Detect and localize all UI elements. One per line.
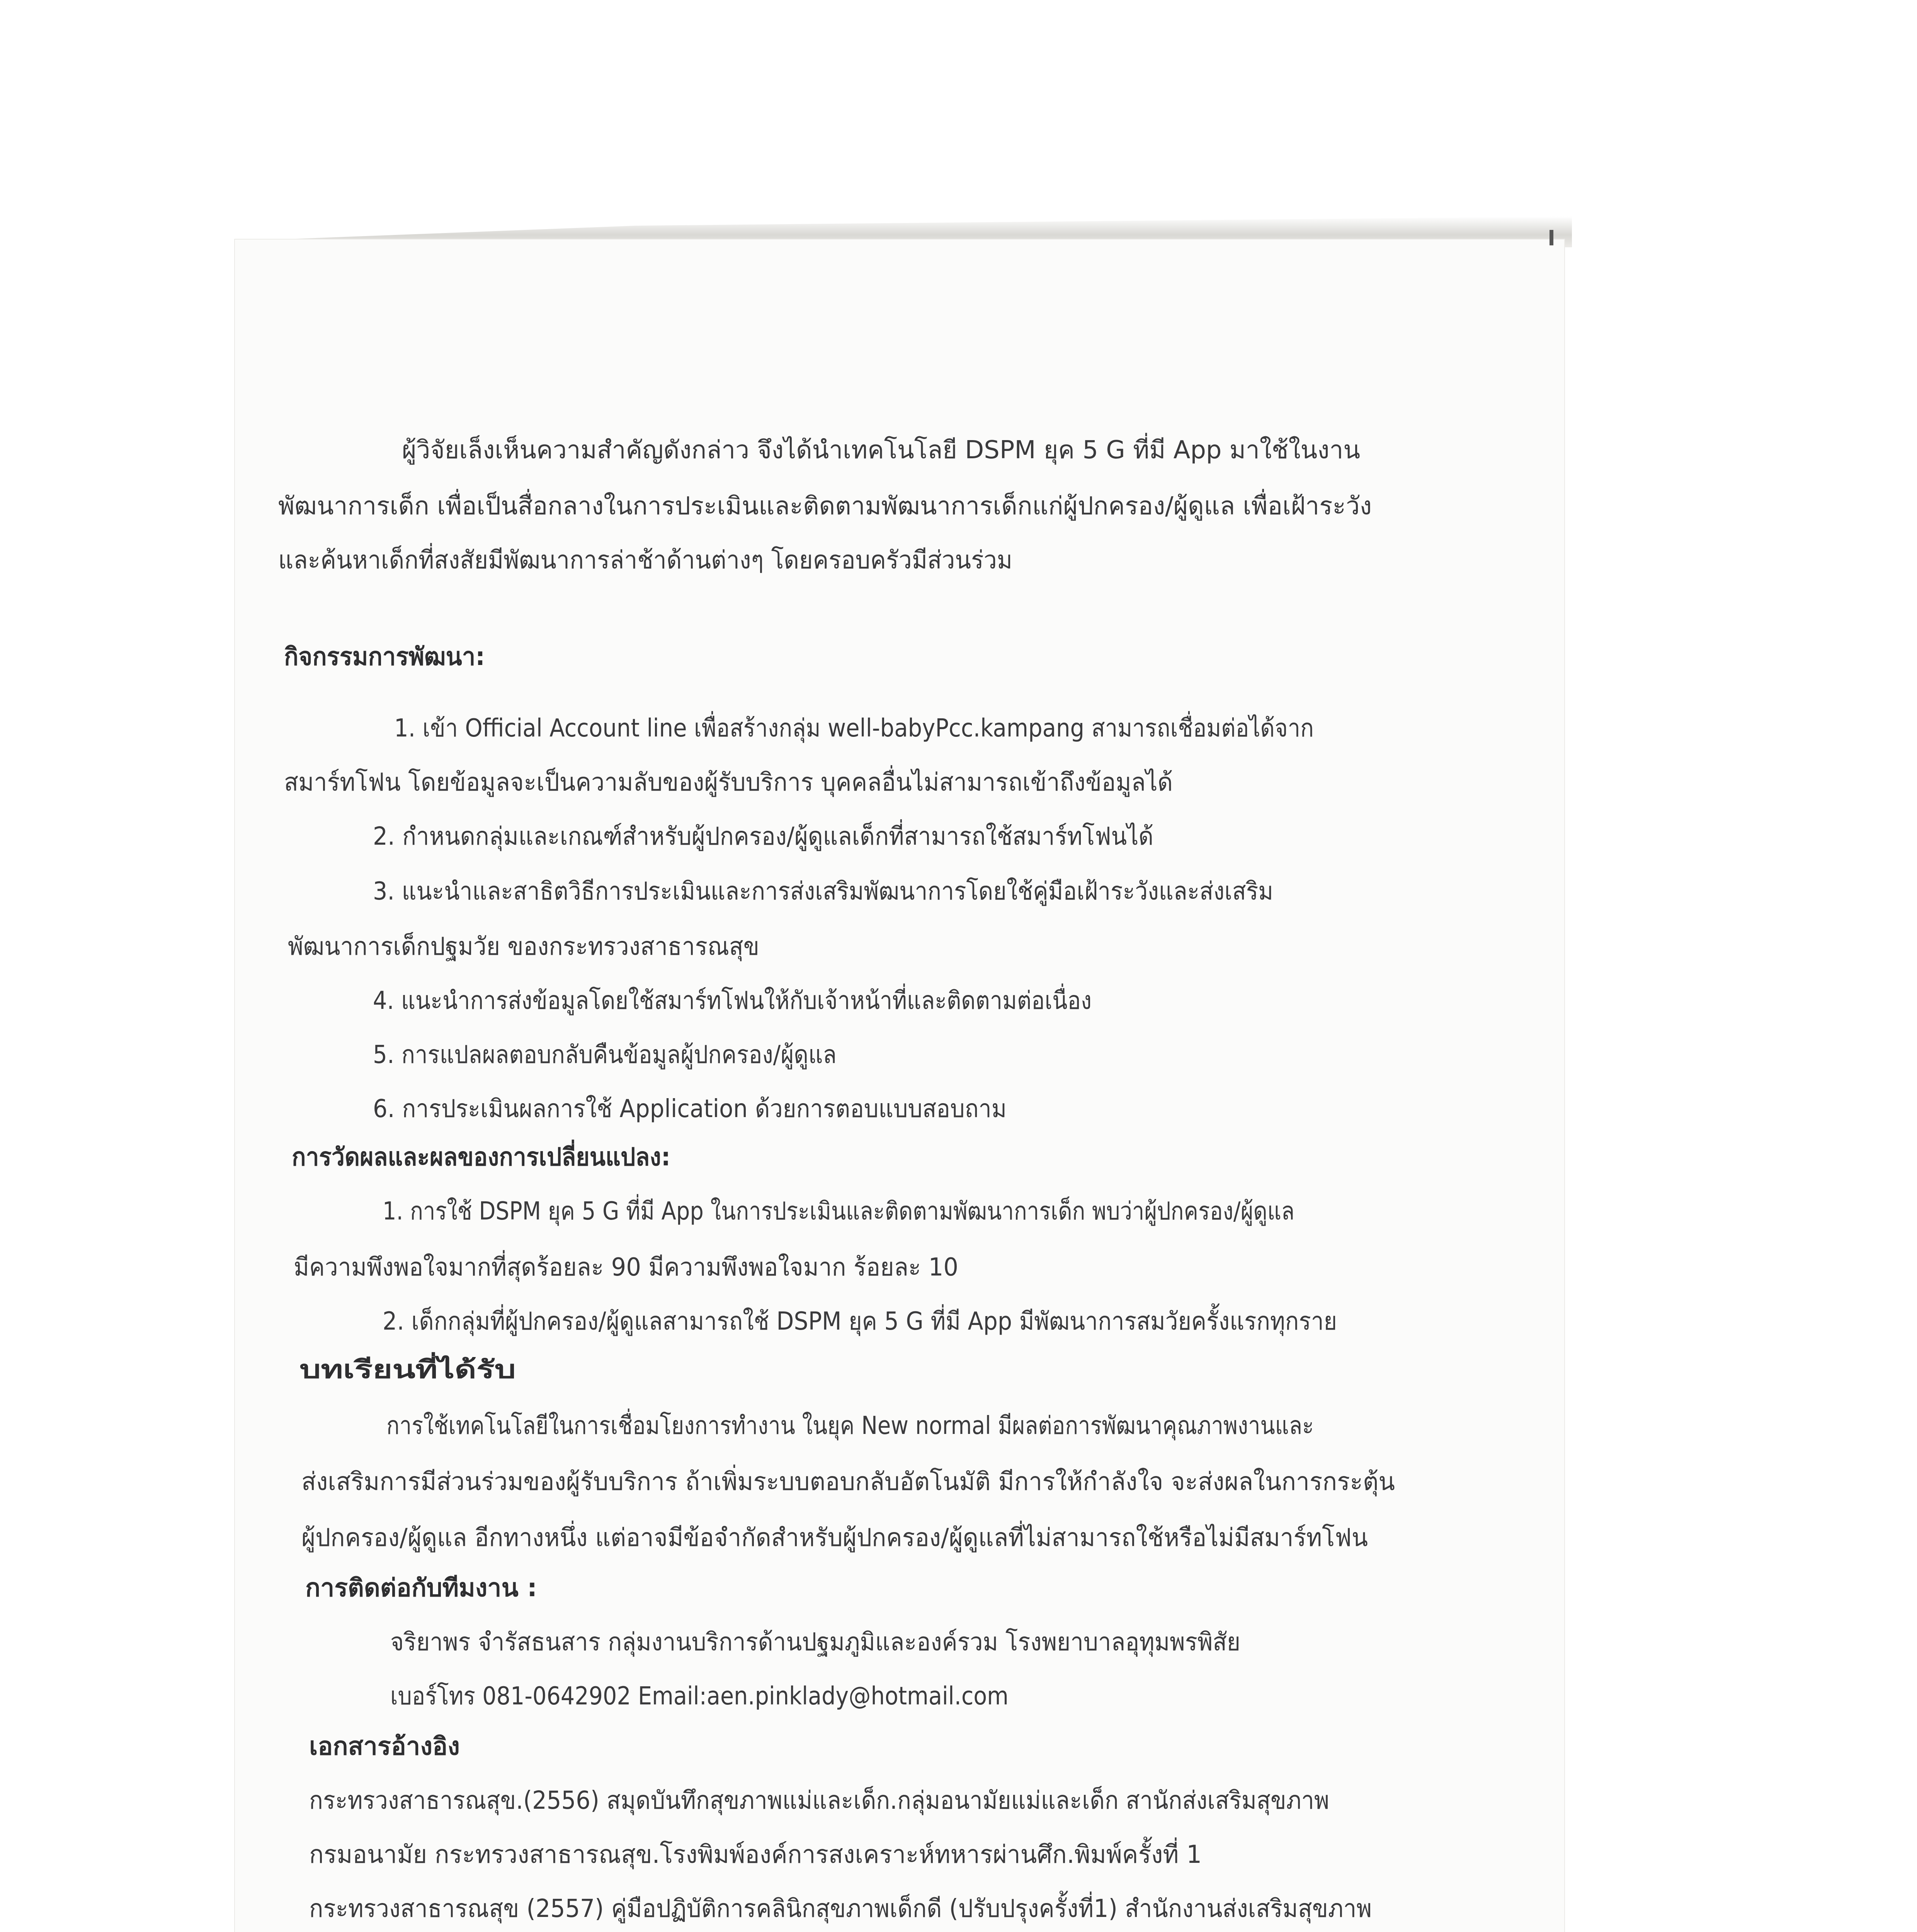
activity-line-1b: สมาร์ทโฟน โดยข้อมูลจะเป็นความลับของผู้รับบริการ บุคคลอื่นไม่สามารถเข้าถึงข้อมูลได้ [284,768,1173,797]
intro-line-1: ผู้วิจัยเล็งเห็นความสำคัญดังกล่าว จึงได้นำเทคโนโลยี DSPM ยุค 5 G ที่มี App มาใช้ในงาน [402,436,1360,464]
activity-line-6: 6. การประเมินผลการใช้ Application ด้วยการตอบแบบสอบถาม [373,1095,1007,1123]
reference-line-2: กระทรวงสาธารณสุข (2557) คู่มือปฏิบัติการคลินิกสุขภาพเด็กดี (ปรับปรุงครั้งที่1) สำนักงานส่งเสริมสุขภาพ [309,1895,1372,1923]
activity-line-2: 2. กำหนดกลุ่มและเกณฑ์สำหรับผู้ปกครอง/ผู้ดูแลเด็กที่สามารถใช้สมาร์ทโฟนได้ [373,822,1153,851]
results-line-1: 1. การใช้ DSPM ยุค 5 G ที่มี App ในการประเมินและติดตามพัฒนาการเด็ก พบว่าผู้ปกครอง/ผู้ดูแล [383,1197,1294,1226]
reference-line-1: กระทรวงสาธารณสุข.(2556) สมุดบันทึกสุขภาพแม่และเด็ก.กลุ่มอนามัยแม่และเด็ก สานักส่งเสริมสุขภาพ [309,1786,1329,1815]
references-heading: เอกสารอ้างอิง [309,1732,460,1761]
activity-line-3: 3. แนะนำและสาธิตวิธีการประเมินและการส่งเสริมพัฒนาการโดยใช้คู่มือเฝ้าระวังและส่งเสริม [373,877,1273,906]
activity-line-4: 4. แนะนำการส่งข้อมูลโดยใช้สมาร์ทโฟนให้กับเจ้าหน้าที่และติดตามต่อเนื่อง [373,986,1092,1015]
intro-line-3: และค้นหาเด็กที่สงสัยมีพัฒนาการล่าช้าด้านต่างๆ โดยครอบครัวมีส่วนร่วม [278,546,1012,575]
lessons-line-1: การใช้เทคโนโลยีในการเชื่อมโยงการทำงาน ในยุค New normal มีผลต่อการพัฒนาคุณภาพงานและ [386,1412,1314,1440]
activity-line-3b: พัฒนาการเด็กปฐมวัย ของกระทรวงสาธารณสุข [288,932,759,961]
contact-line-2: เบอร์โทร 081-0642902 Email:aen.pinklady@hotmail.com [390,1682,1009,1711]
contact-heading: การติดต่อกับทีมงาน : [305,1574,537,1602]
lessons-line-2: ส่งเสริมการมีส่วนร่วมของผู้รับบริการ ถ้าเพิ่มระบบตอบกลับอัตโนมัติ มีการให้กำลังใจ จะส่งผลในการกระตุ้น [301,1468,1395,1496]
reference-line-1b: กรมอนามัย กระทรวงสาธารณสุข.โรงพิมพ์องค์การสงเคราะห์ทหารผ่านศึก.พิมพ์ครั้งที่ 1 [309,1840,1202,1869]
results-line-2: 2. เด็กกลุ่มที่ผู้ปกครอง/ผู้ดูแลสามารถใช้ DSPM ยุค 5 G ที่มี App มีพัฒนาการสมวัยครั้งแรกทุกราย [383,1307,1337,1336]
contact-line-1: จริยาพร จำรัสธนสาร กลุ่มงานบริการด้านปฐมภูมิและองค์รวม โรงพยาบาลอุทุมพรพิสัย [390,1628,1240,1656]
results-heading: การวัดผลและผลของการเปลี่ยนแปลง: [292,1143,670,1172]
activity-line-1: 1. เข้า Official Account line เพื่อสร้างกลุ่ม well-babyPcc.kampang สามารถเชื่อมต่อได้จาก [394,714,1314,743]
activities-heading: กิจกรรมการพัฒนา: [284,643,485,671]
activity-line-5: 5. การแปลผลตอบกลับคืนข้อมูลผู้ปกครอง/ผู้ดูแล [373,1041,837,1069]
intro-line-2: พัฒนาการเด็ก เพื่อเป็นสื่อกลางในการประเมินและติดตามพัฒนาการเด็กแก่ผู้ปกครอง/ผู้ดูแล เพื่อเฝ้าระวัง [278,492,1372,520]
results-line-1b: มีความพึงพอใจมากที่สุดร้อยละ 90 มีความพึงพอใจมาก ร้อยละ 10 [294,1253,958,1282]
corner-mark [1550,230,1553,245]
lessons-line-3: ผู้ปกครอง/ผู้ดูแล อีกทางหนึ่ง แต่อาจมีข้อจำกัดสำหรับผู้ปกครอง/ผู้ดูแลที่ไม่สามารถใช้หรือไม่มีสมาร์ทโฟน [301,1524,1368,1552]
lessons-heading: บทเรียนที่ได้รับ [299,1355,516,1384]
